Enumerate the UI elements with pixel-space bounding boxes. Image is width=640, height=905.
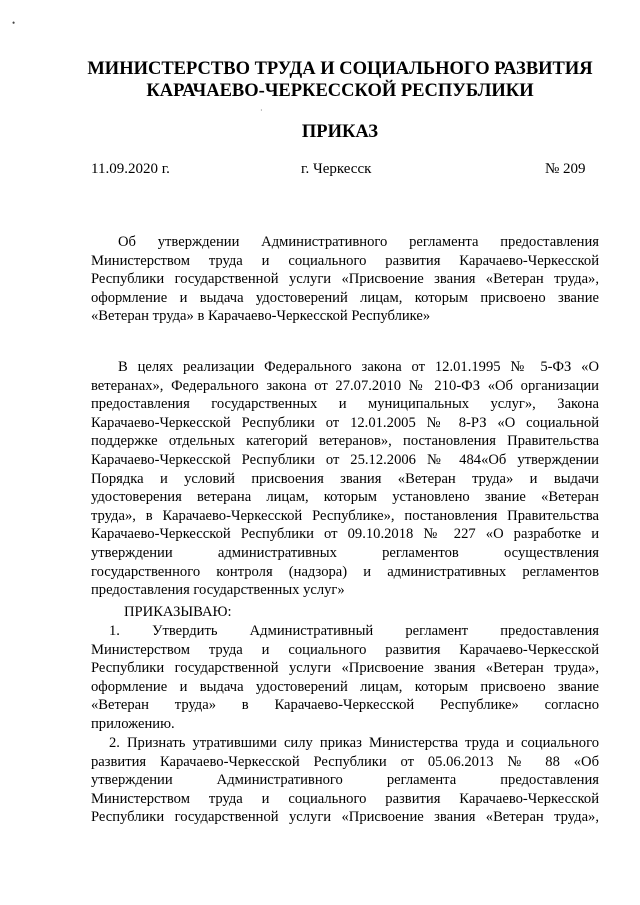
preamble-line: поддержке отдельных категорий ветеранов», постановления Правительства	[91, 433, 599, 450]
speck: ·	[260, 106, 263, 115]
preamble-line: предоставления государственных и муниципальных услуг», Закона	[91, 396, 599, 413]
document-type: ПРИКАЗ	[301, 122, 379, 142]
preamble-line: ветеранах», Федерального закона от 27.07.2010 № 210-ФЗ «Об организации	[91, 377, 599, 394]
preamble-line: Карачаево-Черкесской Республики от 09.10.2018 № 227 «О разработке и	[91, 526, 599, 543]
subject-line: «Ветеран труда» в Карачаево-Черкесской Республике»	[91, 308, 431, 325]
item-line: развития Карачаево-Черкесской Республики от 05.06.2013 № 88 «Об	[91, 753, 599, 770]
item-line: Министерством труда и социального развития Карачаево-Черкесской	[91, 790, 599, 807]
item-line: «Ветеран труда» в Карачаево-Черкесской Республике» согласно	[91, 697, 599, 714]
order-item-1	[91, 622, 599, 734]
preamble-line: В целях реализации Федерального закона от 12.01.1995 № 5-ФЗ «О	[118, 359, 599, 375]
ministry-name	[60, 58, 620, 102]
order-date: 11.09.2020 г.	[91, 161, 170, 177]
subject-line: Министерством труда и социального развития Карачаево-Черкесской	[91, 252, 599, 269]
item-line: приложению.	[91, 715, 175, 732]
preamble-line: государственного контроля (надзора) и административных регламентов	[91, 563, 599, 580]
preamble-line: Порядка и условий присвоения звания «Ветеран труда» и выдачи	[91, 470, 599, 487]
item-line: оформление и выдача удостоверений лицам, которым присвоено звание	[91, 678, 599, 695]
preamble-line: удостоверения ветерана лицам, которым установлено звание «Ветеран	[91, 489, 599, 506]
order-number: № 209	[545, 161, 586, 177]
item-line: утверждении Административного регламента предоставления	[91, 772, 599, 789]
item-line: 2. Признать утратившими силу приказ Министерства труда и социального	[109, 735, 599, 751]
item-line: 1. Утвердить Административный регламент предоставления	[109, 623, 599, 639]
corner-mark: •	[12, 18, 16, 28]
preamble-line: Карачаево-Черкесской Республики от 25.12.2006 № 484«Об утверждении	[91, 451, 599, 468]
ministry-line-1: МИНИСТЕРСТВО ТРУДА И СОЦИАЛЬНОГО РАЗВИТИЯ	[87, 59, 593, 79]
preamble-line: предоставления государственных услуг»	[91, 582, 345, 599]
item-line: Республики государственной услуги «Присвоение звания «Ветеран труда»,	[91, 660, 599, 677]
subject-line: Об утверждении Административного регламента предоставления	[118, 234, 599, 250]
preamble-line: утверждении административных регламентов осуществления	[91, 544, 599, 561]
preamble-line: труда», в Карачаево-Черкесской Республике», постановления Правительства	[91, 507, 599, 524]
ministry-line-2: КАРАЧАЕВО-ЧЕРКЕССКОЙ РЕСПУБЛИКИ	[146, 81, 534, 101]
item-line: Республики государственной услуги «Присвоение звания «Ветеран труда»,	[91, 809, 599, 826]
order-subject	[91, 233, 599, 326]
order-city: г. Черкесск	[301, 161, 372, 177]
preamble-paragraph	[91, 358, 599, 600]
order-item-2	[91, 734, 599, 827]
subject-line: оформление и выдача удостоверений лицам, которым присвоено звание	[91, 289, 599, 306]
item-line: Министерством труда и социального развития Карачаево-Черкесской	[91, 641, 599, 658]
order-directive: ПРИКАЗЫВАЮ:	[124, 604, 232, 620]
preamble-line: Карачаево-Черкесской Республики от 12.01.2005 № 8-РЗ «О социальной	[91, 414, 599, 431]
subject-line: Республики государственной услуги «Присвоение звания «Ветеран труда»,	[91, 271, 599, 288]
